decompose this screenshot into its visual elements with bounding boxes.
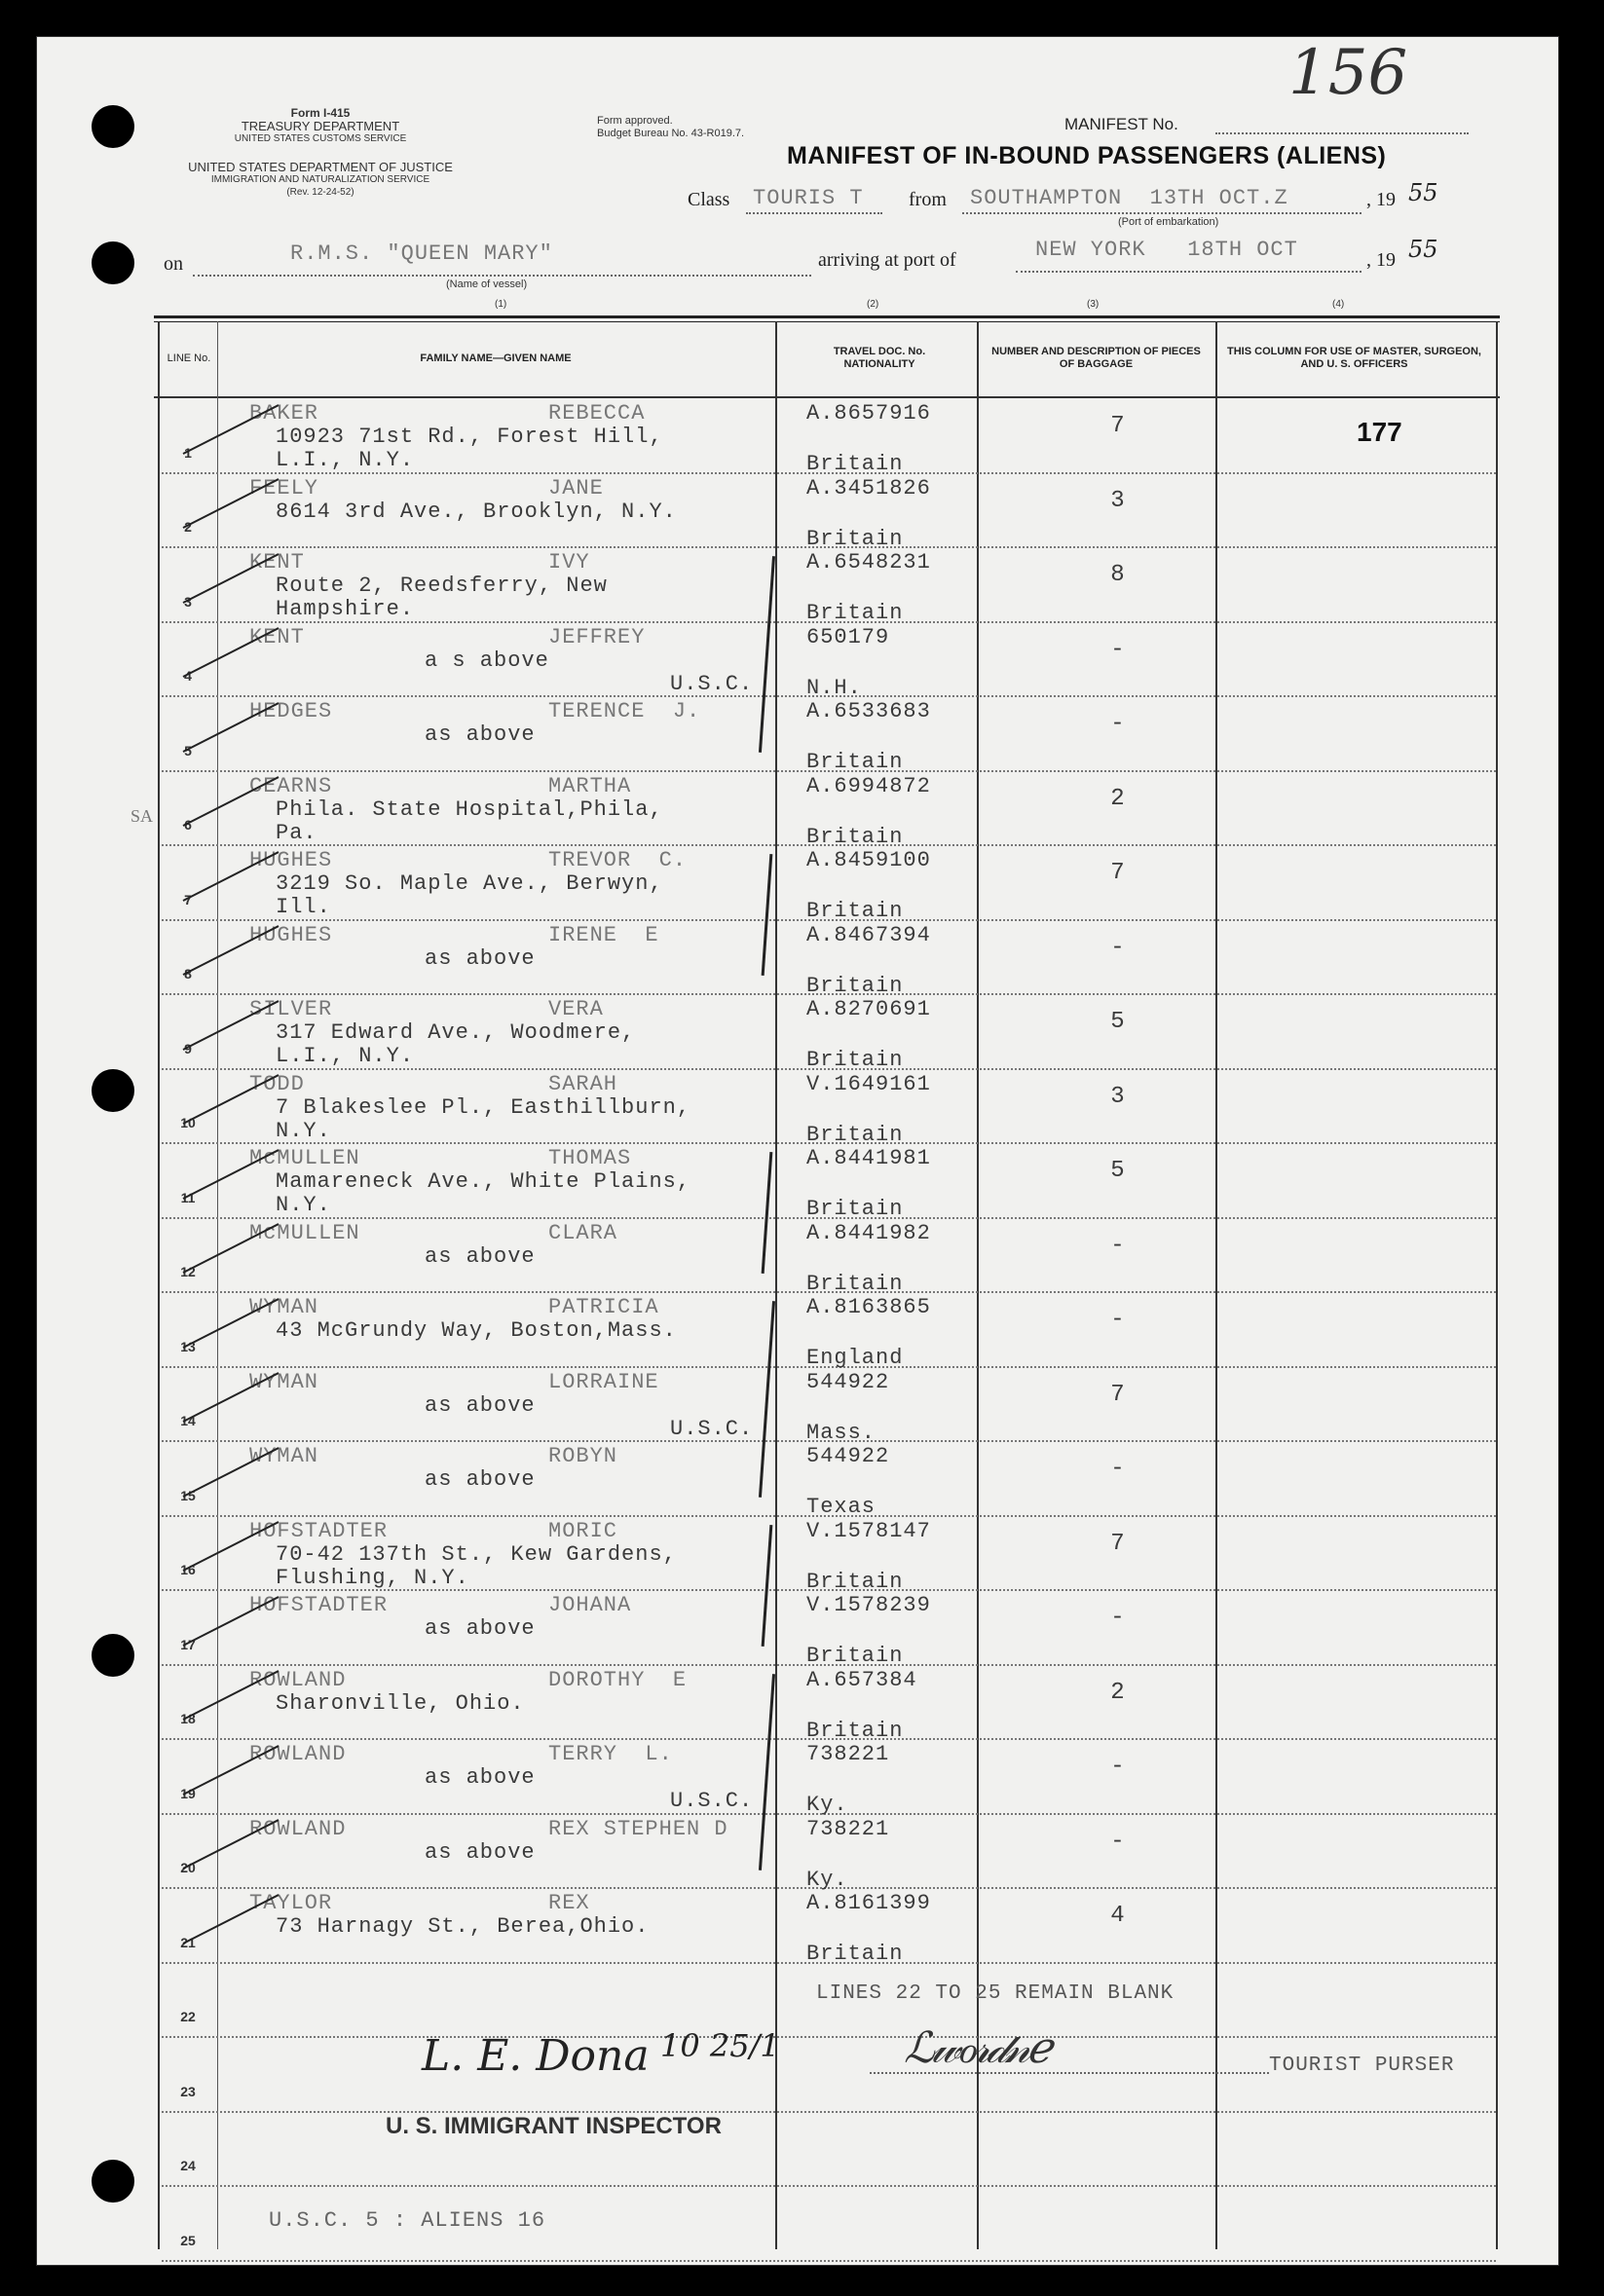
check-mark <box>183 1149 280 1200</box>
given-name: JOHANA <box>548 1593 632 1617</box>
check-mark <box>183 851 280 902</box>
year1: 55 <box>1408 179 1438 206</box>
nationality: Ky. <box>806 1793 848 1817</box>
col-number-4: (4) <box>1332 299 1345 310</box>
col-number-2: (2) <box>867 299 879 310</box>
baggage-count: - <box>1110 934 1126 961</box>
line-number: 15 <box>180 1487 196 1503</box>
nationality: Britain <box>806 526 904 551</box>
given-name: TERRY L. <box>548 1742 673 1766</box>
given-name: REX STEPHEN D <box>548 1816 728 1841</box>
family-name: ROWLAND <box>249 1667 347 1692</box>
baggage-count: - <box>1110 636 1126 663</box>
travel-doc-number: A.657384 <box>806 1667 917 1692</box>
inspector-date: 10 25/1 <box>660 2027 780 2064</box>
family-name: HOFSTADTER <box>249 1518 389 1543</box>
travel-doc-number: A.8270691 <box>806 997 931 1021</box>
baggage-count: 7 <box>1110 413 1126 439</box>
nationality: Britain <box>806 1122 904 1147</box>
line-number: 7 <box>184 891 192 907</box>
punch-hole <box>92 2160 134 2203</box>
class-value: TOURIS T <box>753 186 864 210</box>
agency-block <box>169 107 471 199</box>
manifest-number-label: MANIFEST No. <box>1064 115 1178 133</box>
given-name: DOROTHY E <box>548 1667 688 1692</box>
nationality: Britain <box>806 1942 904 1966</box>
line-number: 19 <box>180 1785 196 1801</box>
check-mark <box>183 1819 280 1870</box>
class-label: Class <box>688 189 730 210</box>
check-mark <box>183 1223 280 1274</box>
manifest-number-line <box>1215 132 1469 134</box>
nationality: Mass. <box>806 1420 877 1445</box>
col-divider-bag <box>1215 321 1217 2249</box>
family-name: FEELY <box>249 475 319 500</box>
address-line-2: U.S.C. <box>670 1789 754 1813</box>
col-header-name: FAMILY NAME—GIVEN NAME <box>420 352 572 364</box>
travel-doc-number: 650179 <box>806 624 890 649</box>
line-number: 14 <box>180 1413 196 1428</box>
check-mark <box>183 1372 280 1423</box>
travel-doc-number: V.1649161 <box>806 1071 931 1096</box>
check-mark <box>183 702 280 753</box>
family-bracket <box>762 1525 773 1647</box>
family-bracket <box>759 556 775 752</box>
row-divider <box>162 2111 1496 2113</box>
family-bracket <box>762 1152 773 1274</box>
address-line-1: Phila. State Hospital,Phila, <box>276 796 663 822</box>
punch-hole <box>92 1069 134 1112</box>
address-line-2: U.S.C. <box>670 1416 754 1441</box>
family-name: ROWLAND <box>249 1816 347 1841</box>
port-note: (Port of embarkation) <box>1118 216 1219 228</box>
line-number: 25 <box>180 2232 196 2248</box>
travel-doc-number: A.8161399 <box>806 1891 931 1915</box>
given-name: VERA <box>548 997 604 1021</box>
line-number: 16 <box>180 1562 196 1577</box>
baggage-count: - <box>1110 1754 1126 1780</box>
baggage-count: 2 <box>1110 1679 1126 1706</box>
travel-doc-number: A.6994872 <box>806 773 931 798</box>
line-number: 5 <box>184 742 192 759</box>
address-line-2: Hampshire. <box>276 597 415 621</box>
nationality: Britain <box>806 601 904 625</box>
given-name: MORIC <box>548 1518 618 1543</box>
baggage-count: - <box>1110 1307 1126 1333</box>
address-line-1: as above <box>425 1765 536 1790</box>
given-name: LORRAINE <box>548 1369 659 1394</box>
nationality: Britain <box>806 973 904 998</box>
line-number: 13 <box>180 1338 196 1354</box>
travel-doc-number: A.8459100 <box>806 848 931 872</box>
col-divider-line <box>217 321 218 2249</box>
revision: (Rev. 12-24-52) <box>286 187 354 198</box>
line-number: 4 <box>184 668 192 684</box>
address-line-2: L.I., N.Y. <box>276 1044 415 1068</box>
from-label: from <box>909 189 947 210</box>
travel-doc-number: V.1578147 <box>806 1518 931 1543</box>
check-mark <box>183 553 280 604</box>
address-line-1: Mamareneck Ave., White Plains, <box>276 1169 691 1194</box>
address-line-1: 10923 71st Rd., Forest Hill, <box>276 425 663 449</box>
document-title: MANIFEST OF IN-BOUND PASSENGERS (ALIENS) <box>787 142 1387 169</box>
check-mark <box>183 404 280 455</box>
baggage-count: - <box>1110 1456 1126 1482</box>
line-number: 10 <box>180 1115 196 1130</box>
line-number: 2 <box>184 519 192 535</box>
family-name: TAYLOR <box>249 1891 333 1915</box>
given-name: ROBYN <box>548 1444 618 1468</box>
family-bracket <box>759 1674 775 1870</box>
baggage-count: - <box>1110 1605 1126 1631</box>
check-mark <box>183 1894 280 1944</box>
baggage-count: 7 <box>1110 1381 1126 1408</box>
check-mark <box>183 776 280 827</box>
check-mark <box>183 925 280 976</box>
nationality: Britain <box>806 899 904 923</box>
form-approved: Form approved. <box>597 115 673 127</box>
dept-justice: UNITED STATES DEPARTMENT OF JUSTICE <box>188 160 453 174</box>
col-number-1: (1) <box>495 299 507 310</box>
form-number: Form I-415 <box>290 106 351 120</box>
given-name: JEFFREY <box>548 624 646 649</box>
nationality: Ky. <box>806 1867 848 1892</box>
family-name: SILVER <box>249 997 333 1021</box>
page-number: 156 <box>1288 37 1408 109</box>
check-mark <box>183 1000 280 1051</box>
given-name: JANE <box>548 475 604 500</box>
dept-treasury-sub: UNITED STATES CUSTOMS SERVICE <box>234 133 407 144</box>
line-number: 11 <box>180 1189 196 1205</box>
family-name: WYMAN <box>249 1369 319 1394</box>
address-line-1: 73 Harnagy St., Berea,Ohio. <box>276 1914 650 1939</box>
given-name: TREVOR C. <box>548 848 688 872</box>
check-mark <box>183 627 280 678</box>
family-name: McMULLEN <box>249 1220 360 1245</box>
year2-prefix: , 19 <box>1366 249 1396 271</box>
given-name: CLARA <box>548 1220 618 1245</box>
line-number: 21 <box>180 1934 196 1950</box>
manifest-page <box>37 37 1558 2265</box>
address-line-2: L.I., N.Y. <box>276 448 415 472</box>
travel-doc-number: 544922 <box>806 1444 890 1468</box>
travel-doc-number: A.8467394 <box>806 922 931 947</box>
year1-prefix: , 19 <box>1366 189 1396 210</box>
given-name: IVY <box>548 550 590 574</box>
family-name: TODD <box>249 1071 305 1096</box>
from-line <box>962 212 1362 214</box>
punch-hole <box>92 1634 134 1677</box>
baggage-count: 2 <box>1110 785 1126 812</box>
line-number: 9 <box>184 1040 192 1056</box>
table-left-border <box>158 321 160 2249</box>
family-name: HOFSTADTER <box>249 1593 389 1617</box>
travel-doc-number: V.1578239 <box>806 1593 931 1617</box>
family-name: HUGHES <box>249 848 333 872</box>
address-line-1: as above <box>425 1392 536 1418</box>
address-line-2: U.S.C. <box>670 671 754 696</box>
address-line-2: N.Y. <box>276 1193 331 1217</box>
given-name: PATRICIA <box>548 1295 659 1319</box>
travel-doc-number: A.8657916 <box>806 401 931 426</box>
baggage-count: 7 <box>1110 1530 1126 1557</box>
address-line-2: Ill. <box>276 895 331 919</box>
address-line-1: as above <box>425 945 536 971</box>
col-divider-name <box>775 321 777 2249</box>
address-line-1: 43 McGrundy Way, Boston,Mass. <box>276 1318 677 1343</box>
address-line-1: 317 Edward Ave., Woodmere, <box>276 1020 636 1045</box>
travel-doc-number: A.8441981 <box>806 1146 931 1170</box>
family-bracket <box>759 1301 775 1497</box>
nationality: Britain <box>806 1048 904 1072</box>
address-line-1: as above <box>425 1467 536 1492</box>
baggage-count: 3 <box>1110 487 1126 514</box>
family-name: WYMAN <box>249 1295 319 1319</box>
baggage-count: - <box>1110 1828 1126 1855</box>
nationality: Britain <box>806 452 904 476</box>
nationality: Britain <box>806 750 904 774</box>
address-line-1: 70-42 137th St., Kew Gardens, <box>276 1541 677 1567</box>
vessel-name: R.M.S. "QUEEN MARY" <box>290 241 553 266</box>
budget-bureau: Budget Bureau No. 43-R019.7. <box>597 128 745 139</box>
check-mark <box>183 1670 280 1721</box>
baggage-count: 7 <box>1110 860 1126 886</box>
check-mark <box>183 1596 280 1647</box>
nationality: Britain <box>806 1271 904 1296</box>
check-mark <box>183 1298 280 1349</box>
on-label: on <box>164 253 183 275</box>
address-line-2: Flushing, N.Y. <box>276 1565 469 1590</box>
address-line-1: a s above <box>425 648 549 673</box>
line-number: 23 <box>180 2083 196 2099</box>
class-line <box>746 212 882 214</box>
family-name: BAKER <box>249 401 319 426</box>
row-divider <box>162 2185 1496 2187</box>
address-line-1: 3219 So. Maple Ave., Berwyn, <box>276 871 663 896</box>
check-mark <box>183 478 280 529</box>
nationality: Britain <box>806 1197 904 1221</box>
travel-doc-number: 738221 <box>806 1742 890 1766</box>
family-name: ROWLAND <box>249 1742 347 1766</box>
travel-doc-number: 738221 <box>806 1816 890 1841</box>
travel-doc-number: A.8163865 <box>806 1295 931 1319</box>
purser-signature: ℒ𝓌ℴ𝓇𝒹𝓃ℯ <box>904 2023 1049 2073</box>
travel-doc-number: A.6548231 <box>806 550 931 574</box>
row-divider <box>162 2260 1496 2262</box>
given-name: SARAH <box>548 1071 618 1096</box>
purser-title: TOURIST PURSER <box>1269 2055 1455 2077</box>
line-number: 18 <box>180 1711 196 1726</box>
col-header-baggage: NUMBER AND DESCRIPTION OF PIECES OF BAGGAGE <box>991 346 1201 370</box>
address-line-1: Route 2, Reedsferry, New <box>276 574 608 598</box>
from-value: SOUTHAMPTON 13TH OCT.Z <box>970 186 1288 210</box>
baggage-count: 5 <box>1110 1158 1126 1184</box>
inspector-stamp: U. S. IMMIGRANT INSPECTOR <box>386 2113 722 2139</box>
family-name: McMULLEN <box>249 1146 360 1170</box>
year2: 55 <box>1408 236 1438 263</box>
address-line-1: 7 Blakeslee Pl., Easthillburn, <box>276 1094 691 1120</box>
travel-doc-number: A.6533683 <box>806 699 931 723</box>
col-header-line: LINE No. <box>167 352 211 364</box>
address-line-2: Pa. <box>276 820 317 845</box>
given-name: IRENE E <box>548 922 659 947</box>
punch-hole <box>92 241 134 284</box>
baggage-count: 8 <box>1110 562 1126 588</box>
given-name: REBECCA <box>548 401 646 426</box>
family-name: HEDGES <box>249 699 333 723</box>
line-number: 8 <box>184 966 192 981</box>
baggage-count: 4 <box>1110 1903 1126 1929</box>
line-number: 6 <box>184 817 192 833</box>
line-number: 24 <box>180 2158 196 2173</box>
baggage-count: 5 <box>1110 1009 1126 1035</box>
nationality: England <box>806 1346 904 1370</box>
given-name: REX <box>548 1891 590 1915</box>
line-number: 20 <box>180 1860 196 1875</box>
arriving-label: arriving at port of <box>818 249 956 271</box>
col-divider-doc <box>977 321 979 2249</box>
line-number: 22 <box>180 2009 196 2024</box>
travel-doc-number: A.3451826 <box>806 475 931 500</box>
address-line-1: as above <box>425 722 536 747</box>
col-header-doc: TRAVEL DOC. No. NATIONALITY <box>833 346 926 370</box>
punch-hole <box>92 105 134 148</box>
check-mark <box>183 1745 280 1796</box>
line-number: 17 <box>180 1636 196 1652</box>
baggage-count: - <box>1110 711 1126 737</box>
officer-number: 177 <box>1357 417 1402 447</box>
family-name: KENT <box>249 550 305 574</box>
nationality: Texas <box>806 1495 877 1519</box>
address-line-1: Sharonville, Ohio. <box>276 1690 525 1716</box>
address-line-1: as above <box>425 1616 536 1641</box>
check-mark <box>183 1074 280 1125</box>
nationality: Britain <box>806 1644 904 1668</box>
col-header-officers: THIS COLUMN FOR USE OF MASTER, SURGEON, AND U. S. OFFICERS <box>1227 346 1481 370</box>
vessel-note: (Name of vessel) <box>446 278 528 290</box>
dept-justice-sub: IMMIGRATION AND NATURALIZATION SERVICE <box>210 174 430 185</box>
family-name: HUGHES <box>249 922 333 947</box>
baggage-count: 3 <box>1110 1083 1126 1110</box>
address-line-1: as above <box>425 1243 536 1269</box>
family-bracket <box>762 854 773 976</box>
table-header-rule <box>154 396 1500 398</box>
nationality: Britain <box>806 824 904 849</box>
line-number: 3 <box>184 593 192 610</box>
check-mark <box>183 1521 280 1572</box>
nationality: Britain <box>806 1569 904 1594</box>
inspector-signature: L. E. Dona <box>422 2031 650 2081</box>
dept-treasury: TREASURY DEPARTMENT <box>241 119 400 133</box>
given-name: MARTHA <box>548 773 632 798</box>
blank-lines-note: LINES 22 TO 25 REMAIN BLANK <box>816 1982 1175 2005</box>
margin-mark: SA <box>131 806 154 826</box>
arrival-line <box>1016 271 1362 273</box>
vessel-line <box>193 275 811 277</box>
nationality: N.H. <box>806 675 862 700</box>
travel-doc-number: A.8441982 <box>806 1220 931 1245</box>
table-right-border <box>1496 321 1498 2249</box>
table-top-rule <box>154 315 1500 318</box>
family-name: KENT <box>249 624 305 649</box>
totals-note: U.S.C. 5 : ALIENS 16 <box>269 2208 546 2233</box>
address-line-2: N.Y. <box>276 1118 331 1143</box>
check-mark <box>183 1447 280 1498</box>
arrival-port: NEW YORK 18TH OCT <box>1035 238 1298 262</box>
given-name: TERENCE J. <box>548 699 701 723</box>
line-number: 1 <box>184 444 192 461</box>
family-name: WYMAN <box>249 1444 319 1468</box>
address-line-1: as above <box>425 1839 536 1865</box>
travel-doc-number: 544922 <box>806 1369 890 1394</box>
col-number-3: (3) <box>1087 299 1100 310</box>
given-name: THOMAS <box>548 1146 632 1170</box>
address-line-1: 8614 3rd Ave., Brooklyn, N.Y. <box>276 499 677 524</box>
row-divider <box>162 2036 1496 2038</box>
line-number: 12 <box>180 1264 196 1279</box>
baggage-count: - <box>1110 1232 1126 1259</box>
nationality: Britain <box>806 1718 904 1743</box>
family-name: CEARNS <box>249 773 333 798</box>
approval-block <box>597 115 850 140</box>
